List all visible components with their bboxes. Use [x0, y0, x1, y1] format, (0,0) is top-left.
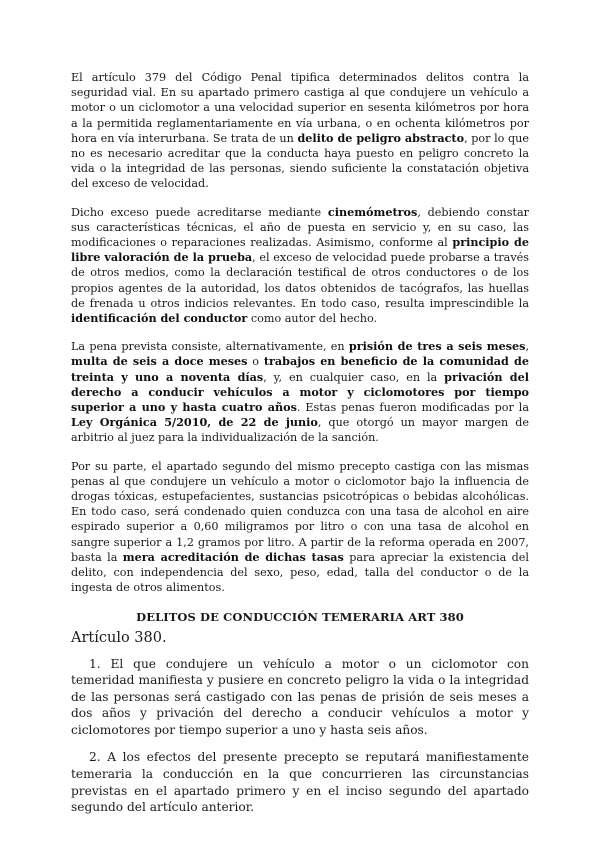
- bold-term: identificación del conductor: [71, 311, 248, 326]
- bold-term: multa de seis a doce meses: [71, 354, 248, 369]
- intro-section: [71, 70, 529, 596]
- bold-term: mera acreditación de dichas tasas: [122, 549, 344, 564]
- paragraph-1: [71, 70, 529, 192]
- text-run: . Estas penas fueron modificadas por la: [296, 401, 529, 415]
- text-run: ,: [525, 340, 530, 354]
- bold-term: prisión de tres a seis meses: [348, 339, 526, 354]
- article-paragraph-1: 1. El que condujere un vehículo a motor o un ciclomotor con temeridad manifiesta y pusiere en concreto peligro la vida o la integridad de las personas será castigado con las penas de prisión de seis meses a dos años y privación del derecho a conducir vehículos a motor y ciclomotores por tiempo superior a uno y hasta seis años.: [71, 656, 529, 737]
- section-heading: DELITOS DE CONDUCCIÓN TEMERARIA ART 380: [136, 609, 464, 624]
- bold-term: cinemómetros: [327, 204, 418, 219]
- bold-term: Ley Orgánica 5/2010, de 22 de junio: [71, 415, 318, 430]
- text-run: El artículo 379 del Código Penal tipifica determinados delitos contra la seguridad vial. En su apartado primero castiga al que condujere un vehículo a motor o un ciclomotor a una velocidad superior en sesenta kilómetros por hora a la permitida reglamentariamente en vía urbana, o en ochenta kilómetros por hora en vía interurbana. Se trata de un: [71, 71, 529, 145]
- text-run: La pena prevista consiste, alternativamente, en: [71, 340, 349, 354]
- text-run: para apreciar la existencia del delito, con independencia del sexo, peso, edad, talla del conductor o de la ingesta de otros alimentos.: [71, 550, 529, 595]
- text-run: como autor del hecho.: [247, 312, 378, 326]
- text-run: Dicho exceso puede acreditarse mediante: [71, 205, 328, 219]
- bold-term: delito de peligro abstracto: [297, 130, 465, 145]
- bold-term: trabajos en beneficio de la comunidad de treinta y uno a noventa días: [71, 354, 529, 384]
- text-run: , el exceso de velocidad puede probarse a través de otros medios, como la declaración testifical de otros conductores o de los propios agentes de la autoridad, los datos obtenidos de tacógrafos, las huellas de frenada u otros indicios relevantes. En todo caso, resulta imprescindible la: [71, 251, 529, 310]
- paragraph-3: [71, 339, 529, 445]
- text-run: , que otorgó un mayor margen de arbitrio al juez para la individualización de la sanción.: [71, 416, 529, 445]
- paragraph-2: [71, 205, 529, 327]
- paragraph-4: [71, 459, 529, 596]
- text-run: o: [247, 355, 264, 369]
- text-run: , y, en cualquier caso, en la: [263, 370, 445, 384]
- article-title: Artículo 380.: [71, 629, 167, 646]
- bold-term: principio de libre valoración de la prueba: [71, 235, 529, 265]
- text-run: , debiendo constar sus características técnicas, el año de puesta en servicio y, en su caso, las modificaciones o reparaciones realizadas. Asimismo, conforme al: [71, 205, 530, 250]
- bold-term: privación del derecho a conducir vehículos a motor y ciclomotores por tiempo superior a uno y hasta cuatro años: [71, 369, 529, 415]
- text-run: Por su parte, el apartado segundo del mismo precepto castiga con las mismas penas al que condujere un vehículo a motor o ciclomotor bajo la influencia de drogas tóxicas, estupefacientes, sustancias psicotrópicas o bebidas alcohólicas. En todo caso, será condenado quien conduzca con una tasa de alcohol en aire espirado superior a 0,60 miligramos por litro o con una tasa de alcohol en sangre superior a 1,2 gramos por litro. A partir de la reforma operada en 2007, basta la: [71, 459, 529, 564]
- article-paragraph-2: 2. A los efectos del presente precepto se reputará manifiestamente temeraria la conducción en la que concurrieren las circunstancias previstas en el apartado primero y en el inciso segundo del apartado segundo del artículo anterior.: [71, 750, 529, 815]
- text-run: , por lo que no es necesario acreditar que la conducta haya puesto en peligro concreto la vida o la integridad de las personas, siendo suficiente la constatación objetiva del exceso de velocidad.: [71, 131, 529, 191]
